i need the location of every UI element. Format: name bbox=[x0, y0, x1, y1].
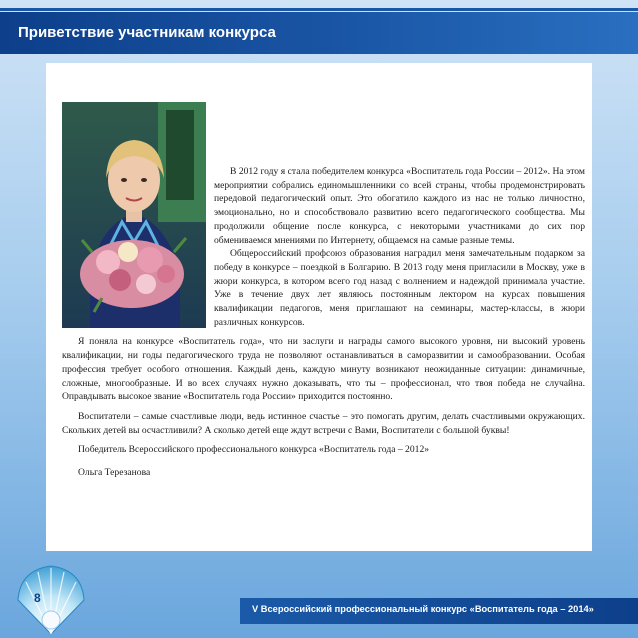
signature-title: Победитель Всероссийского профессионального конкурса «Воспитатель года – 2012» bbox=[78, 444, 430, 456]
paragraph-3: Я поняла на конкурсе «Воспитатель года», что ни заслуги и награды самого высокого уровня, ни высокий уровень квалификации, ни годы педагогического труда не позволяют останавливаться в саморазвитии и самообразовании. Особая профессия требует особого отношения. Каждый день, каждую минуту возникают неожиданные ситуации: динамичные, сложные, многообразные. И во всех случаях нужно доказывать, что ты – профессионал, что твоя победа не случайна. Оправдывать высокое звание «Воспитатель года России» приходится постоянно. bbox=[62, 336, 585, 403]
page-number: 8 bbox=[34, 591, 41, 605]
shell-logo-icon bbox=[12, 560, 90, 638]
paragraph-1: В 2012 году я стала победителем конкурса «Воспитатель года России – 2012». На этом мероприятии собрались единомышленники со всей страны, чтобы продемонстрировать передовой педагогический опыт. Это обогатило каждого из нас не только личностно, эмоционально, но и способствовало развитию всего педагогического сообщества. Мы продолжили общение после конкурса, с некоторыми участниками до сих пор обмениваемся мнениями по Интернету, общаемся на самые разные темы. bbox=[214, 166, 585, 246]
photo-float-spacer bbox=[62, 165, 214, 328]
footer-caption: V Всероссийский профессиональный конкурс «Воспитатель года – 2014» bbox=[252, 604, 594, 614]
paragraph-4: Воспитатели – самые счастливые люди, ведь истинное счастье – это помогать другим, делать счастливыми окружающих. Скольких детей вы осчастливили? А сколько детей еще ждут встречи с Вами, Воспитатели с большой буквы! bbox=[62, 410, 585, 436]
article-body bbox=[62, 165, 585, 480]
signature-name: Ольга Терезанова bbox=[78, 467, 151, 479]
page-title: Приветствие участникам конкурса bbox=[18, 24, 276, 41]
paragraph-2: Общероссийский профсоюз образования наградил меня замечательным подарком за победу в конкурсе – поездкой в Болгарию. В 2013 году меня пригласили в Москву, уже в жюри конкурса, в котором всего год назад с волнением и надеждой принимала участие. Уже в течение двух лет являюсь постоянным лектором на курсах повышения квалификации педагогов, меня приглашают на семинары, мастер-классы, в жюри различных конкурсов. bbox=[214, 248, 585, 328]
